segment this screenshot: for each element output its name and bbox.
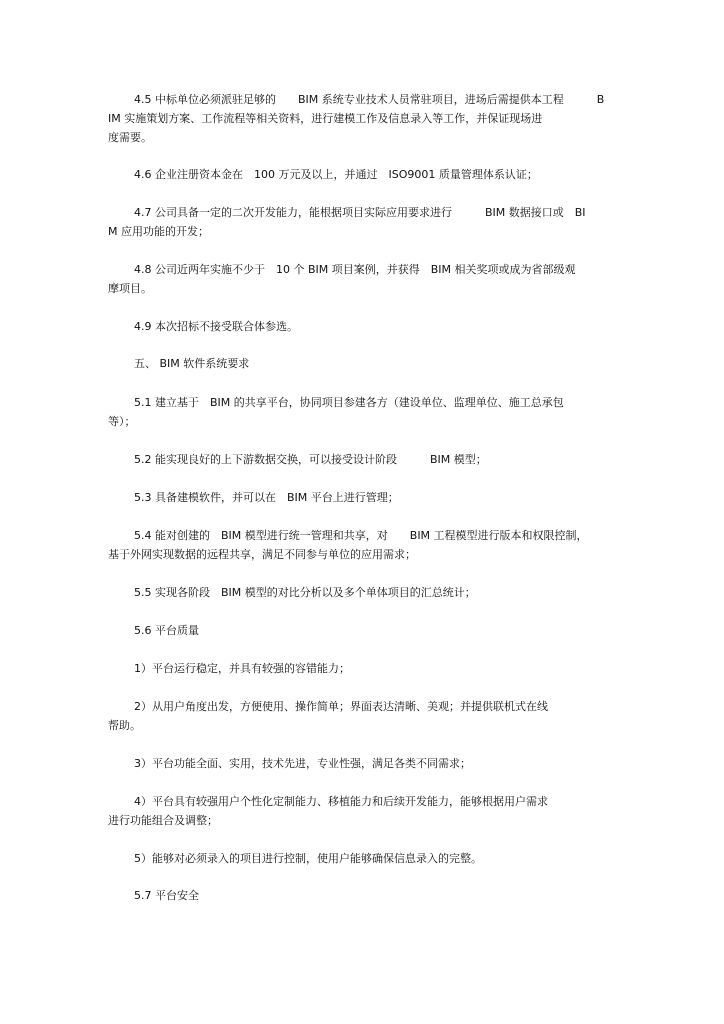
paragraph-5-1 — [108, 393, 618, 431]
text-line: 4.7 公司具备一定的二次开发能力，能根据项目实际应用要求进行 BIM 数据接口或 BI — [134, 206, 586, 219]
text-line: 4.5 中标单位必须派驻足够的 BIM 系统专业技术人员常驻项目，进场后需提供本工程 B — [134, 93, 605, 106]
text-line: 5.7 平台安全 — [134, 889, 199, 902]
paragraph-5-7 — [108, 886, 618, 905]
paragraph-5-6-1 — [108, 659, 618, 678]
text-line: 2）从用户角度出发，方便使用、操作简单；界面表达清晰、美观；并提供联机式在线 — [134, 700, 548, 713]
paragraph-5-6 — [108, 621, 618, 640]
paragraph-5-3 — [108, 488, 618, 507]
text-line: 度需要。 — [108, 131, 152, 144]
text-line: 摩项目。 — [108, 282, 152, 295]
text-line: 4.6 企业注册资本金在 100 万元及以上，并通过 ISO9001 质量管理体系认证； — [134, 168, 538, 181]
text-line: 1）平台运行稳定，并具有较强的容错能力； — [134, 662, 350, 675]
paragraph-5-4 — [108, 526, 618, 564]
text-line: 5.1 建立基于 BIM 的共享平台，协同项目参建各方（建设单位、监理单位、施工总承包 — [134, 396, 564, 409]
paragraph-4-5 — [108, 90, 618, 147]
text-line: 等）； — [108, 415, 136, 428]
paragraph-5-6-3 — [108, 754, 618, 773]
paragraph-4-8 — [108, 260, 618, 298]
paragraph-5-6-2 — [108, 697, 618, 735]
paragraph-4-7 — [108, 203, 618, 241]
text-line: 5.5 实现各阶段 BIM 模型的对比分析以及多个单体项目的汇总统计； — [134, 586, 476, 599]
text-line: 3）平台功能全面、实用，技术先进，专业性强，满足各类不同需求； — [134, 757, 471, 770]
text-line: 4）平台具有较强用户个性化定制能力、移植能力和后续开发能力，能够根据用户需求 — [134, 795, 548, 808]
paragraph-5-6-4 — [108, 792, 618, 830]
text-line: 帮助。 — [108, 719, 141, 732]
text-line: 进行功能组合及调整； — [108, 814, 218, 827]
section-title: 五、 BIM 软件系统要求 — [134, 357, 250, 370]
text-line: 5.6 平台质量 — [134, 624, 199, 637]
paragraph-5-6-5 — [108, 849, 618, 868]
text-line: 5.3 具备建模软件，并可以在 BIM 平台上进行管理； — [134, 491, 399, 504]
text-line: 5.2 能实现良好的上下游数据交换，可以接受设计阶段 BIM 模型； — [134, 453, 487, 466]
paragraph-4-9 — [108, 317, 618, 336]
paragraph-5-2 — [108, 450, 618, 469]
paragraph-4-6 — [108, 165, 618, 184]
text-line: 5.4 能对创建的 BIM 模型进行统一管理和共享，对 BIM 工程模型进行版本和权限控制， — [134, 529, 588, 542]
text-line: 4.8 公司近两年实施不少于 10 个 BIM 项目案例，并获得 BIM 相关奖项或成为省部级观 — [134, 263, 576, 276]
text-line: IM 实施策划方案、工作流程等相关资料，进行建模工作及信息录入等工作，并保证现场进 — [108, 112, 543, 125]
text-line: 4.9 本次招标不接受联合体参选。 — [134, 320, 298, 333]
text-line: M 应用功能的开发； — [108, 225, 209, 238]
section-heading-5 — [108, 354, 618, 373]
text-line: 基于外网实现数据的远程共享，满足不同参与单位的应用需求； — [108, 548, 416, 561]
paragraph-5-5 — [108, 583, 618, 602]
text-line: 5）能够对必须录入的项目进行控制，使用户能够确保信息录入的完整。 — [134, 852, 482, 865]
